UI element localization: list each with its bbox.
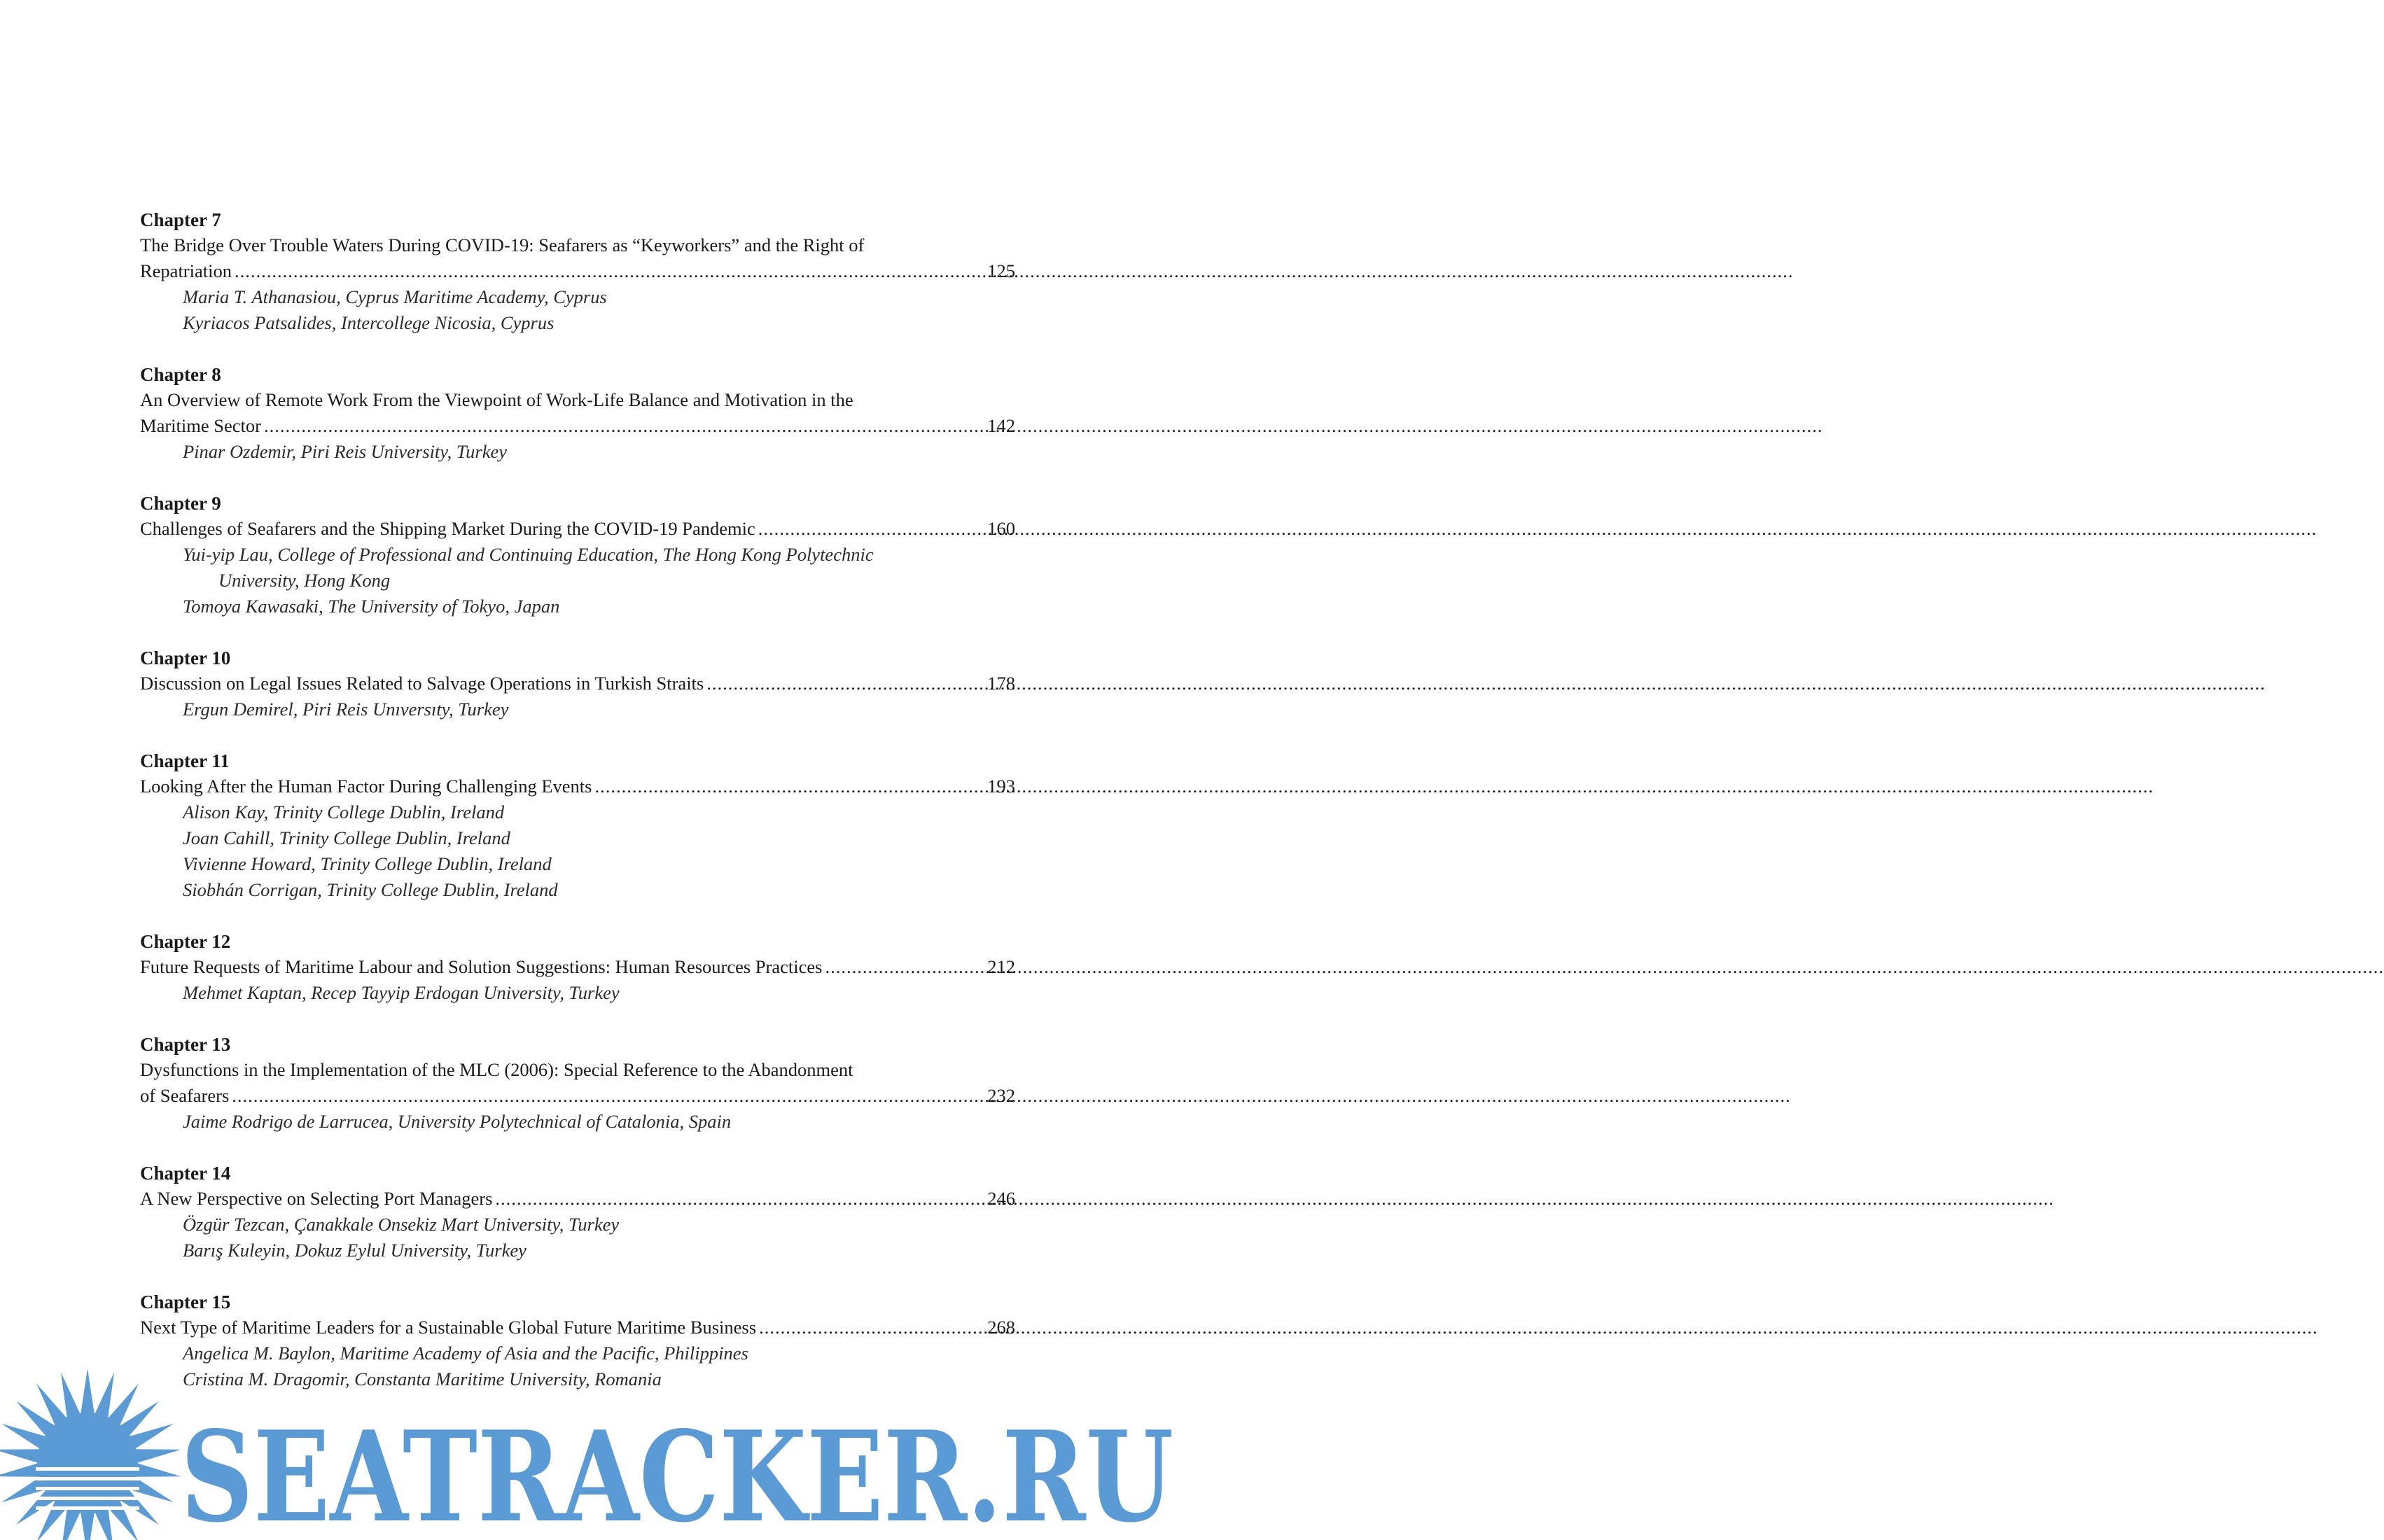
author-affiliation — [140, 799, 1015, 825]
author-affiliation — [140, 594, 1015, 620]
chapter-label: Chapter 7 — [140, 209, 221, 230]
author-text: Ergun Demirel, Piri Reis Unıversıty, Turkey — [183, 699, 509, 720]
page-number: 212 — [987, 956, 1015, 977]
chapter-title-text: Looking After the Human Factor During Challenging Events — [140, 776, 592, 797]
author-text: Pinar Ozdemir, Piri Reis University, Turkey — [183, 441, 507, 462]
sun-stripe — [36, 1487, 139, 1490]
author-text: Yui-yip Lau, College of Professional and Continuing Education, The Hong Kong Polytechnic — [183, 544, 874, 565]
page-number: 246 — [987, 1188, 1015, 1209]
chapter-title-link[interactable] — [140, 954, 1015, 980]
toc-chapter — [140, 645, 1015, 722]
chapter-label: Chapter 13 — [140, 1034, 231, 1055]
dot-leader — [758, 516, 986, 542]
chapter-title-text: Repatriation — [140, 260, 232, 281]
author-affiliation — [140, 1238, 1015, 1264]
dot-leader — [706, 671, 985, 696]
sun-stripe — [36, 1467, 139, 1471]
toc-chapter — [140, 748, 1015, 903]
chapter-title-text: Next Type of Maritime Leaders for a Sustainable Global Future Maritime Business — [140, 1317, 757, 1338]
page-number: 268 — [987, 1317, 1015, 1338]
chapter-title-last-line — [140, 516, 1015, 542]
sun-ray — [95, 1508, 114, 1540]
toc-chapter — [140, 491, 1015, 620]
author-affiliation — [140, 825, 1015, 851]
sun-ray — [0, 1449, 41, 1463]
author-text: Barış Kuleyin, Dokuz Eylul University, Turkey — [183, 1240, 527, 1261]
chapter-label: Chapter 15 — [140, 1292, 231, 1312]
author-affiliation — [140, 284, 1015, 310]
seatracker-watermark — [0, 1358, 1190, 1540]
dot-leader — [759, 1315, 985, 1340]
page-number: 160 — [987, 518, 1015, 539]
chapter-title-text: of Seafarers — [140, 1085, 230, 1106]
chapter-label: Chapter 10 — [140, 648, 231, 668]
chapter-label: Chapter 8 — [140, 364, 221, 385]
author-affiliation — [140, 1109, 1015, 1135]
author-text: Cristina M. Dragomir, Constanta Maritime University, Romania — [183, 1368, 662, 1390]
author-text: Alison Kay, Trinity College Dublin, Ireland — [183, 802, 505, 822]
chapter-title-last-line — [140, 1315, 1015, 1340]
chapter-title-link[interactable] — [140, 774, 1015, 799]
chapter-title-text: Challenges of Seafarers and the Shipping Market During the COVID-19 Pandemic — [140, 518, 755, 539]
chapter-title-line: Dysfunctions in the Implementation of the MLC (2006): Special Reference to the Abandonment — [140, 1059, 853, 1080]
dot-leader — [495, 1186, 985, 1212]
author-text: Kyriacos Patsalides, Intercollege Nicosia, Cyprus — [183, 312, 555, 333]
chapter-title-last-line — [140, 774, 1015, 799]
author-text: Joan Cahill, Trinity College Dublin, Ireland — [183, 827, 510, 848]
author-text: Tomoya Kawasaki, The University of Tokyo, Japan — [183, 596, 560, 617]
chapter-title-text: Discussion on Legal Issues Related to Salvage Operations in Turkish Straits — [140, 673, 704, 694]
author-affiliation — [140, 851, 1015, 877]
author-text: Angelica M. Baylon, Maritime Academy of Asia and the Pacific, Philippines — [183, 1343, 748, 1364]
author-text: Vivienne Howard, Trinity College Dublin, Ireland — [183, 853, 552, 874]
chapter-title-last-line — [140, 671, 1015, 696]
page-number: 193 — [987, 776, 1015, 797]
chapter-title-text: Future Requests of Maritime Labour and Solution Suggestions: Human Resources Practices — [140, 956, 823, 977]
chapter-title-last-line — [140, 258, 1015, 284]
sun-logo-icon — [0, 1368, 181, 1540]
sun-ray — [95, 1372, 114, 1418]
author-text: Jaime Rodrigo de Larrucea, University Polytechnical of Catalonia, Spain — [183, 1111, 732, 1132]
dot-leader — [235, 258, 985, 284]
sun-ray — [134, 1463, 181, 1477]
page-number: 232 — [987, 1085, 1015, 1106]
table-of-contents — [140, 207, 1015, 1418]
chapter-title-link[interactable] — [140, 1315, 1015, 1340]
chapter-title-line: The Bridge Over Trouble Waters During COVID-19: Seafarers as “Keyworkers” and the Right of — [140, 234, 865, 255]
chapter-title-link[interactable] — [140, 516, 1015, 542]
author-text-continued: University, Hong Kong — [218, 570, 391, 591]
chapter-title-link[interactable] — [140, 671, 1015, 696]
chapter-label: Chapter 9 — [140, 493, 221, 514]
toc-chapter — [140, 207, 1015, 336]
author-affiliation — [140, 877, 1015, 903]
sun-stripe — [36, 1477, 139, 1480]
chapter-title-last-line — [140, 954, 1015, 980]
chapter-title-last-line — [140, 1186, 1015, 1212]
sun-ray — [81, 1511, 95, 1540]
dot-leader — [594, 774, 985, 799]
author-affiliation — [140, 310, 1015, 336]
dot-leader — [825, 954, 985, 980]
chapter-title-text: A New Perspective on Selecting Port Managers — [140, 1188, 493, 1209]
toc-chapter — [140, 929, 1015, 1006]
page-number: 125 — [987, 260, 1015, 281]
author-text: Siobhán Corrigan, Trinity College Dublin, Ireland — [183, 879, 558, 900]
author-affiliation — [140, 696, 1015, 722]
chapter-label: Chapter 11 — [140, 750, 230, 771]
sun-ray — [81, 1368, 95, 1415]
watermark-text: SEATRACKER.RU — [181, 1404, 1173, 1540]
chapter-label: Chapter 14 — [140, 1163, 231, 1184]
chapter-title-last-line — [140, 413, 1015, 439]
chapter-title-line: An Overview of Remote Work From the Viewpoint of Work-Life Balance and Motivation in the — [140, 389, 853, 410]
page-number: 142 — [987, 415, 1015, 436]
author-affiliation — [140, 980, 1015, 1006]
dot-leader — [264, 413, 985, 439]
author-affiliation — [140, 1212, 1015, 1238]
sun-stripe — [36, 1506, 139, 1510]
sun-ray — [0, 1463, 41, 1477]
page-number: 178 — [987, 673, 1015, 694]
sun-stripe — [36, 1497, 139, 1500]
author-affiliation — [140, 542, 1015, 594]
author-text: Maria T. Athanasiou, Cyprus Maritime Academy, Cyprus — [183, 286, 607, 307]
chapter-title-link[interactable] — [140, 1057, 1015, 1109]
chapter-title-link[interactable] — [140, 387, 1015, 439]
toc-chapter — [140, 362, 1015, 465]
sun-ray — [134, 1449, 181, 1463]
chapter-label: Chapter 12 — [140, 931, 231, 952]
sun-ray — [61, 1372, 81, 1418]
chapter-title-last-line — [140, 1083, 1015, 1109]
sun-ray — [61, 1508, 81, 1540]
author-affiliation — [140, 439, 1015, 465]
toc-chapter — [140, 1032, 1015, 1135]
toc-chapter — [140, 1161, 1015, 1264]
chapter-title-text: Maritime Sector — [140, 415, 261, 436]
author-text: Özgür Tezcan, Çanakkale Onsekiz Mart University, Turkey — [183, 1214, 620, 1235]
chapter-title-link[interactable] — [140, 1186, 1015, 1212]
dot-leader — [232, 1083, 985, 1109]
chapter-title-link[interactable] — [140, 232, 1015, 284]
author-text: Mehmet Kaptan, Recep Tayyip Erdogan University, Turkey — [183, 982, 620, 1003]
